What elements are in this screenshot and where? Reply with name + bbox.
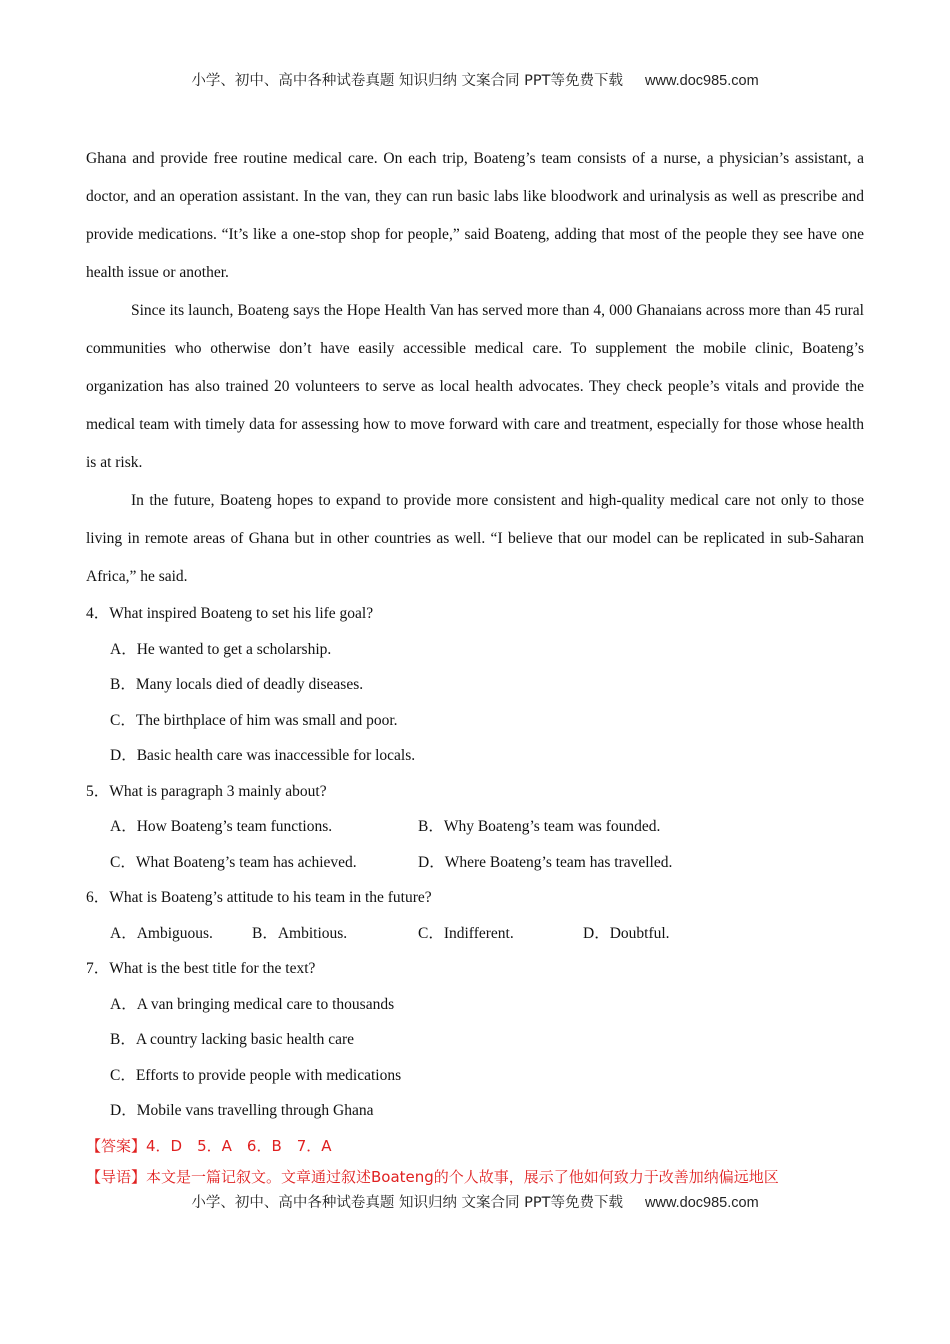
footer-site-link[interactable]: www.doc985.com (645, 1195, 759, 1211)
paragraph-1: Ghana and provide free routine medical care. On each trip, Boateng’s team consists of a nurse, a physician’s assistant, a doctor, and an operation assistant. In the van, they can run basic labs like bloodwork and urinalysis as well as prescribe and provide medications. “It’s like a one-stop shop for people,” said Boateng, adding that most of the people they see have one health issue or another. (86, 150, 864, 281)
page-footer (0, 1191, 950, 1212)
paragraph-3: In the future, Boateng hopes to expand to provide more consistent and high-quality medical care not only to those living in remote areas of Ghana but in other countries as well. “I believe that our model can be replicated in sub-Saharan Africa,” he said. (86, 492, 864, 585)
document-body (86, 140, 864, 1196)
question-5 (86, 774, 864, 881)
paragraph-2: Since its launch, Boateng says the Hope Health Van has served more than 4, 000 Ghanaians across more than 45 rural communities who otherwise don’t have easily accessible medical care. To supplement the mobile clinic, Boateng’s organization has also trained 20 volunteers to serve as local health advocates. They check people’s vitals and provide the medical team with timely data for assessing how to move forward with care and treatment, especially for those whose health is at risk. (86, 302, 864, 471)
question-6-options-row (86, 916, 864, 952)
header-text: 小学、初中、高中各种试卷真题 知识归纳 文案合同 PPT等免费下载 (191, 73, 624, 89)
question-4-option-d: D．Basic health care was inaccessible for locals. (110, 747, 416, 764)
footer-text: 小学、初中、高中各种试卷真题 知识归纳 文案合同 PPT等免费下载 (191, 1195, 624, 1211)
question-7-option-a: A．A van bringing medical care to thousands (110, 995, 395, 1013)
question-6-option-d: D．Doubtful. (583, 924, 670, 942)
question-6 (86, 880, 864, 951)
question-7-stem: 7．What is the best title for the text? (86, 960, 316, 977)
question-5-option-d: D．Where Boateng’s team has travelled. (418, 853, 673, 871)
question-7 (86, 951, 864, 1129)
header-site-link[interactable]: www.doc985.com (645, 73, 759, 89)
question-6-option-c: C．Indifferent. (418, 924, 514, 942)
question-5-option-c: C．What Boateng’s team has achieved. (110, 853, 357, 871)
question-6-option-a: A．Ambiguous. (110, 924, 213, 942)
question-5-options-row-1 (86, 809, 864, 845)
question-5-options-row-2 (86, 845, 864, 881)
question-4-option-b: B．Many locals died of deadly diseases. (110, 676, 364, 693)
question-6-stem: 6．What is Boateng’s attitude to his team in the future? (86, 889, 432, 906)
question-7-option-d: D．Mobile vans travelling through Ghana (110, 1102, 374, 1119)
question-6-option-b: B．Ambitious. (252, 924, 348, 942)
question-7-option-c: C．Efforts to provide people with medications (110, 1066, 402, 1084)
question-4-option-c: C．The birthplace of him was small and poor. (110, 711, 398, 729)
question-5-option-a: A．How Boateng’s team functions. (110, 818, 333, 835)
question-5-option-b: B．Why Boateng’s team was founded. (418, 818, 661, 835)
guide-text: 【导语】本文是一篇记叙文。文章通过叙述Boateng的个人故事，展示了他如何致力于改善加纳偏远地区 (86, 1168, 779, 1186)
question-4-stem: 4．What inspired Boateng to set his life goal? (86, 605, 374, 622)
page-header (0, 69, 950, 90)
question-7-option-b: B．A country lacking basic health care (110, 1031, 355, 1048)
answer-key: 【答案】4．D 5．A 6．B 7．A (86, 1136, 332, 1155)
question-4-option-a: A．He wanted to get a scholarship. (110, 640, 332, 658)
question-5-stem: 5．What is paragraph 3 mainly about? (86, 782, 327, 800)
question-4 (86, 596, 864, 774)
